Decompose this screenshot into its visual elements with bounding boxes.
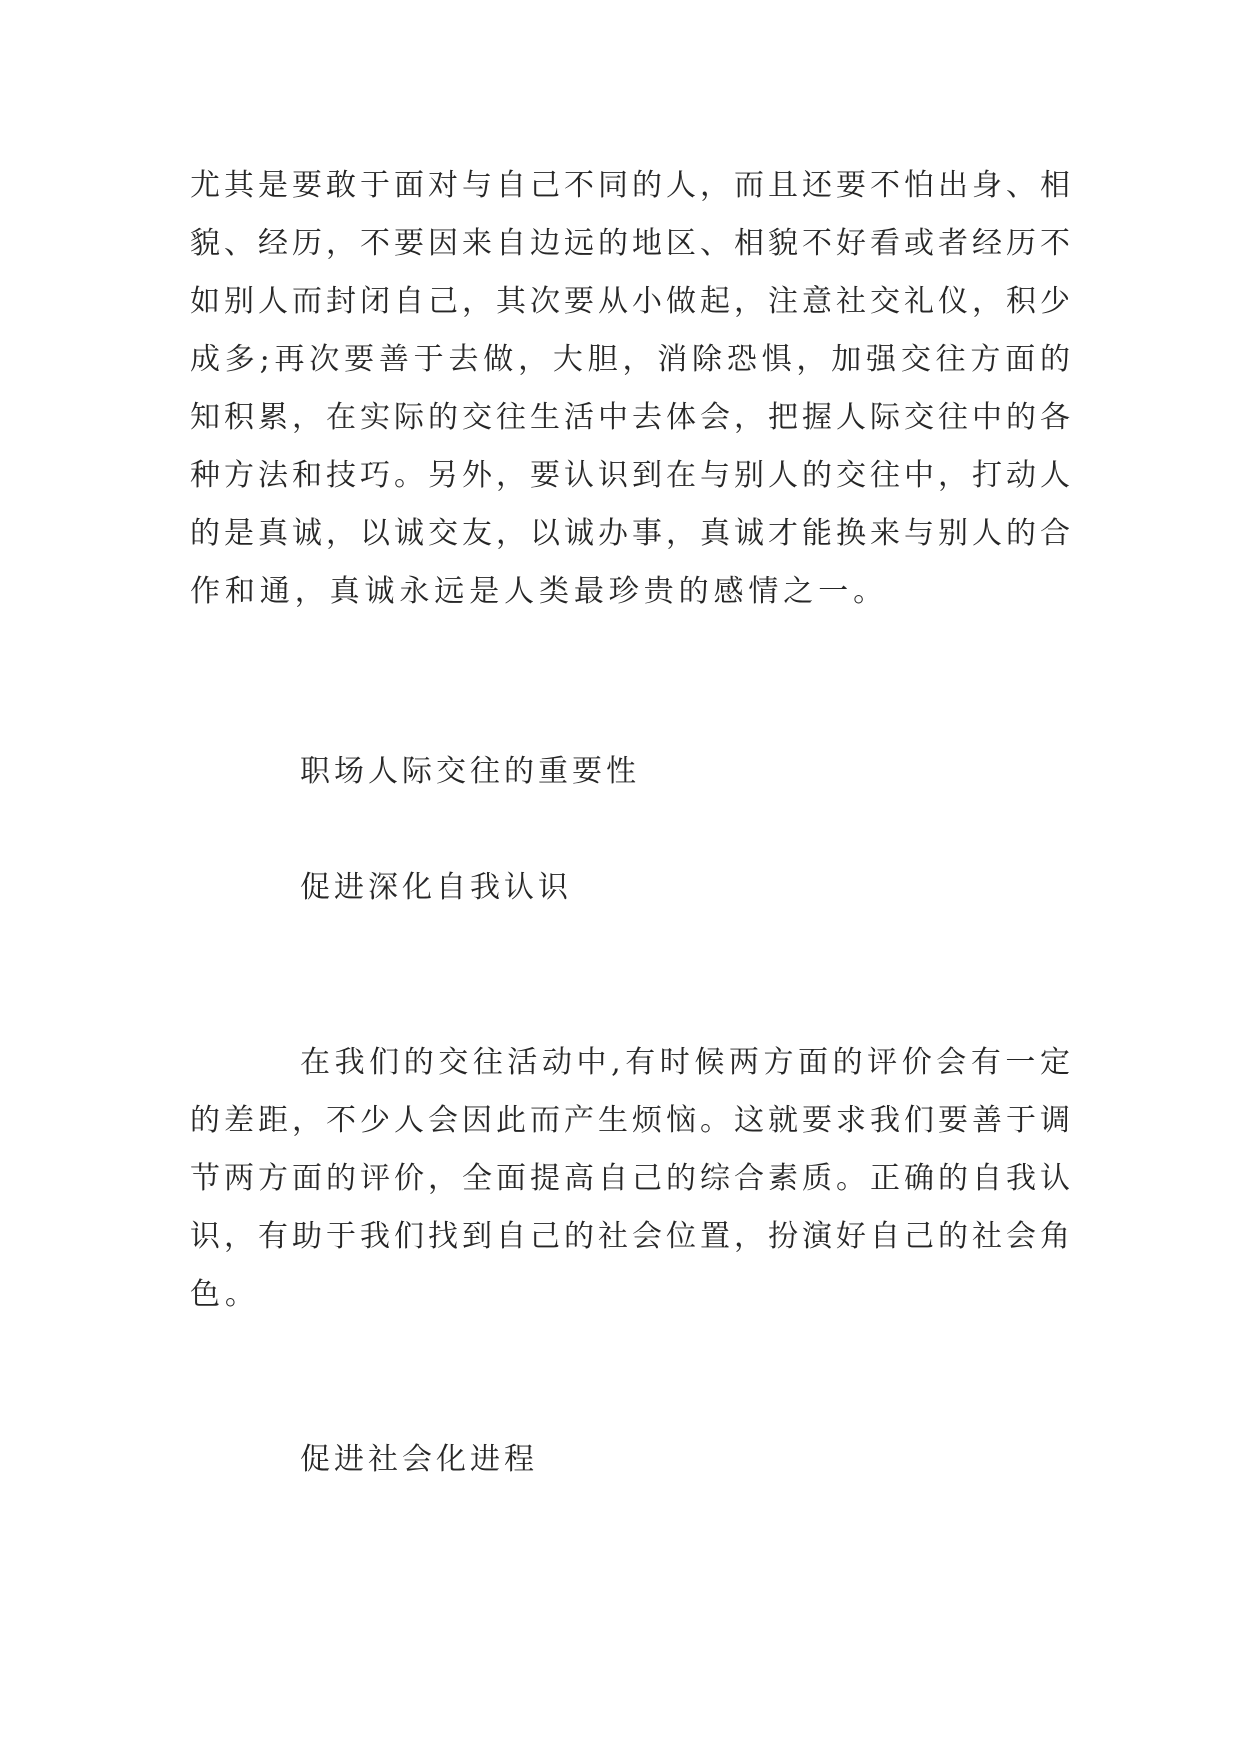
text-line: 知积累，在实际的交往生活中去体会，把握人际交往中的各	[190, 400, 1070, 435]
subsection-heading: 促进社会化进程	[300, 1442, 538, 1477]
text-line: 色。	[190, 1277, 260, 1312]
text-line: 在我们的交往活动中,有时候两方面的评价会有一定	[300, 1045, 1070, 1080]
text-line: 尤其是要敢于面对与自己不同的人，而且还要不怕出身、相	[190, 168, 1070, 203]
text-line: 如别人而封闭自己，其次要从小做起，注意社交礼仪，积少	[190, 284, 1070, 319]
text-line: 作和通，真诚永远是人类最珍贵的感情之一。	[190, 574, 888, 609]
section-heading: 职场人际交往的重要性	[300, 754, 640, 789]
text-line: 成多;再次要善于去做，大胆，消除恐惧，加强交往方面的	[190, 342, 1070, 377]
text-line: 的差距，不少人会因此而产生烦恼。这就要求我们要善于调	[190, 1103, 1070, 1138]
text-line: 的是真诚，以诚交友，以诚办事，真诚才能换来与别人的合	[190, 516, 1070, 551]
text-line: 节两方面的评价，全面提高自己的综合素质。正确的自我认	[190, 1161, 1070, 1196]
paragraph-sincerity	[190, 157, 1070, 621]
text-line: 貌、经历，不要因来自边远的地区、相貌不好看或者经历不	[190, 226, 1070, 261]
text-line: 识，有助于我们找到自己的社会位置，扮演好自己的社会角	[190, 1219, 1070, 1254]
subsection-heading: 促进深化自我认识	[300, 870, 572, 905]
text-line: 种方法和技巧。另外，要认识到在与别人的交往中，打动人	[190, 458, 1070, 493]
paragraph-self-awareness	[190, 1034, 1070, 1324]
